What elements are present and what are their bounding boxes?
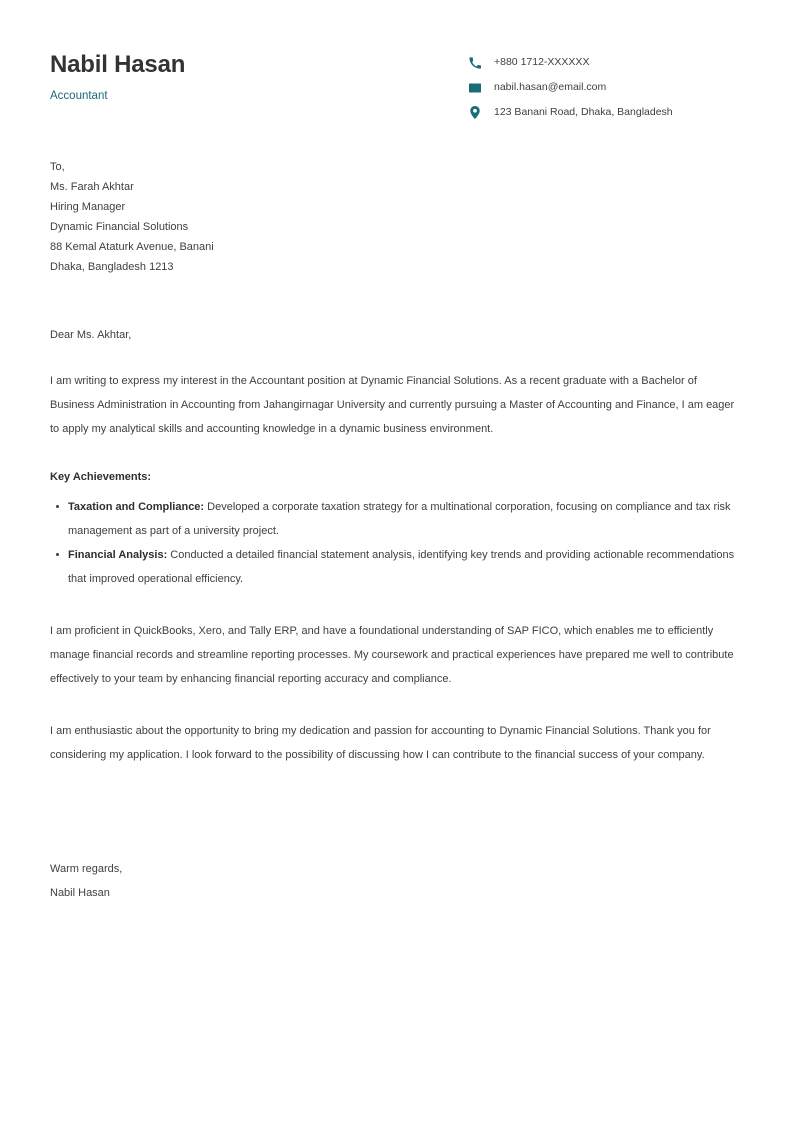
achievements-list <box>50 495 738 591</box>
page-title: Nabil Hasan <box>50 51 186 78</box>
contact-email <box>468 81 738 94</box>
closing-paragraph: I am enthusiastic about the opportunity to bring my dedication and passion for accounting to Dynamic Financial Solutions. Thank you for considering my application. I look forward to the possibility of discussing how I can contribute to the financial success of your company. <box>50 725 711 761</box>
achievement-label: Taxation and Compliance: <box>68 501 205 513</box>
postal-address: 123 Banani Road, Dhaka, Bangladesh <box>494 106 673 119</box>
phone-number: +880 1712-XXXXXX <box>494 56 590 69</box>
recipient-line-city: Dhaka, Bangladesh 1213 <box>50 261 174 273</box>
intro-paragraph: I am writing to express my interest in the Accountant position at Dynamic Financial Solutions. As a recent graduate with a Bachelor of Business Administration in Accounting from Jahangirnagar University and currently pursuing a Master of Accounting and Finance, I am eager to apply my analytical skills and accounting knowledge in a dynamic business environment. <box>50 375 735 435</box>
letter-header <box>50 50 738 119</box>
achievements-heading: Key Achievements: <box>50 471 152 483</box>
job-title: Accountant <box>50 90 108 103</box>
recipient-line-name: Ms. Farah Akhtar <box>50 181 134 193</box>
recipient-line-role: Hiring Manager <box>50 201 126 213</box>
contact-phone <box>468 56 738 69</box>
sender-identity <box>50 50 185 104</box>
achievement-text: Developed a corporate taxation strategy for a multinational corporation, focusing on compliance and tax risk management as part of a university project. <box>68 501 731 537</box>
phone-icon <box>468 56 482 69</box>
signoff-block <box>50 857 738 905</box>
list-item <box>50 543 738 591</box>
achievement-label: Financial Analysis: <box>68 549 168 561</box>
recipient-line-to: To, <box>50 161 65 173</box>
salutation: Dear Ms. Akhtar, <box>50 329 132 341</box>
skills-paragraph: I am proficient in QuickBooks, Xero, and Tally ERP, and have a foundational understanding of SAP FICO, which enables me to efficiently manage financial records and streamline reporting processes. My coursework and practical experiences have prepared me well to contribute effectively to your team by enhancing financial reporting accuracy and compliance. <box>50 625 734 685</box>
signature-name: Nabil Hasan <box>50 887 110 899</box>
list-item <box>50 495 738 543</box>
recipient-line-company: Dynamic Financial Solutions <box>50 221 189 233</box>
email-icon <box>468 81 482 94</box>
location-pin-icon <box>468 106 482 119</box>
email-address: nabil.hasan@email.com <box>494 81 607 94</box>
recipient-line-street: 88 Kemal Ataturk Avenue, Banani <box>50 241 214 253</box>
signoff-greeting: Warm regards, <box>50 863 123 875</box>
contact-details <box>468 56 738 119</box>
contact-address <box>468 106 738 119</box>
recipient-block <box>50 157 738 277</box>
achievement-text: Conducted a detailed financial statement analysis, identifying key trends and providing actionable recommendations that improved operational efficiency. <box>68 549 735 585</box>
